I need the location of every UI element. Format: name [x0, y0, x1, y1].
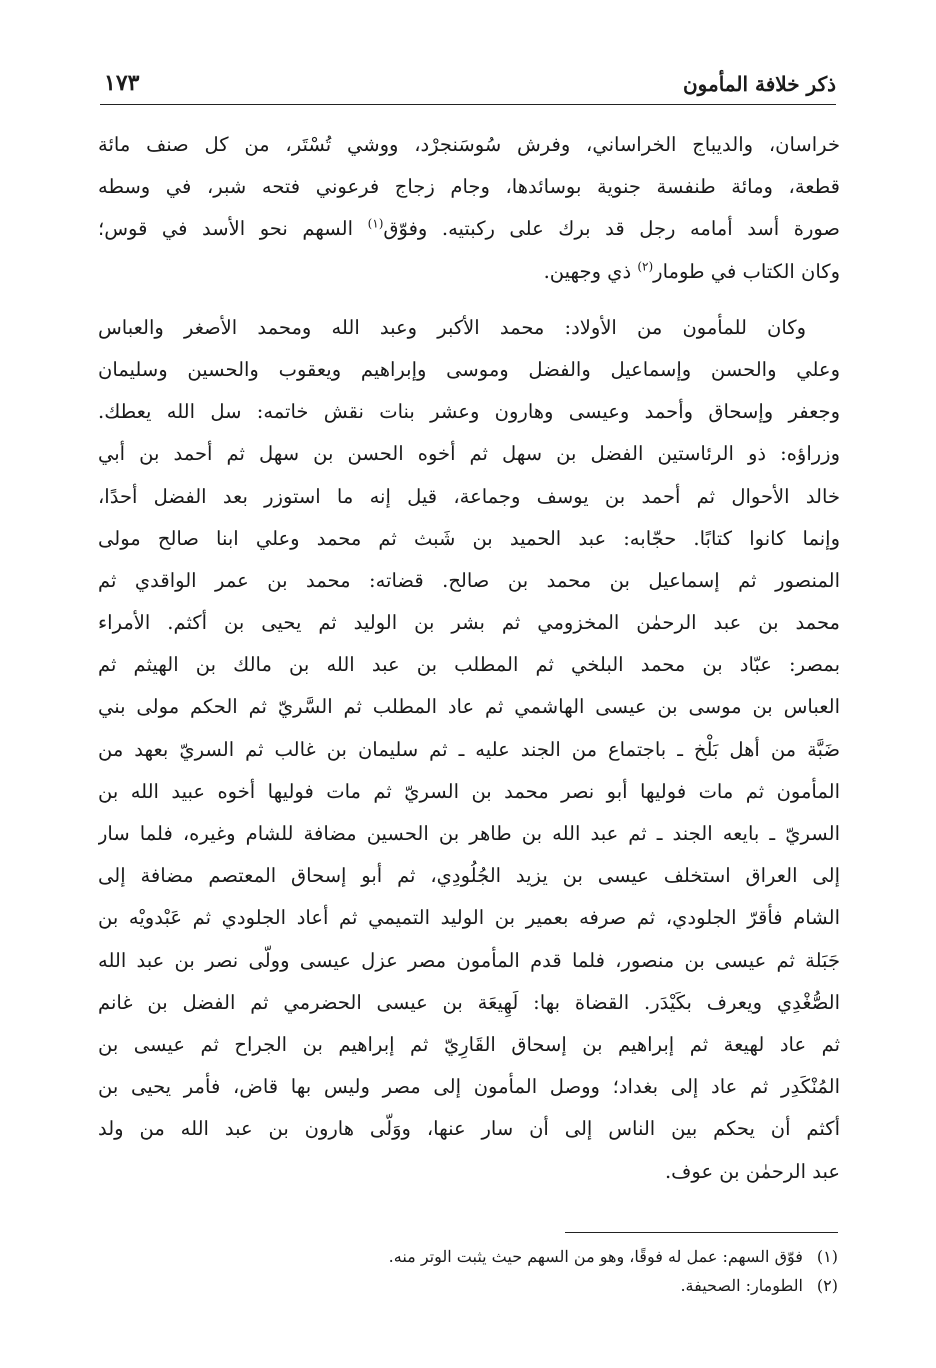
text-line: وعلي والحسن وإسماعيل والفضل وموسى وإبراهيم ويعقوب والحسين وسليمان — [98, 357, 840, 381]
text-line: الشام فأقرّ الجلودي، ثم صرفه بعمير بن الوليد التميمي ثم أعاد الجلودي ثم عَبْدويْه بن — [98, 906, 840, 930]
text-line: وإنما كانوا كتابًا. حجّابه: عبد الحميد بن شَبث ثم محمد وعلي ابنا صالح مولى — [98, 526, 840, 550]
text-line: وزراؤه: ذو الرئاستين الفضل بن سهل ثم أخوه الحسن بن سهل ثم أحمد بن أبي — [98, 442, 840, 466]
text-line: أكثم أن يحكم بين الناس إلى أن سار عنها، ووَلّى هارون بن عبد الله من ولد — [98, 1117, 840, 1141]
text-line: عبد الرحمٰن بن عوف. — [664, 1159, 840, 1183]
text-line: إلى العراق استخلف عيسى بن يزيد الجُلُودِي، ثم أبو إسحاق المعتصم مضافة إلى — [98, 864, 840, 888]
footnote-number: (١) — [816, 1247, 838, 1266]
text-line: وجعفر وإسحاق وأحمد وعيسى وهارون وعشر بنات نقش خاتمه: سل الله يعطك. — [98, 400, 840, 424]
footnote-ref: (٢) — [637, 259, 654, 274]
footnote-number: (٢) — [816, 1276, 838, 1295]
text-line: خراسان، والديباج الخراساني، وفرش سُوسَنجرْد، ووشي تُسْتَر، من كل صنف مائة — [98, 133, 840, 156]
text-line: قطعة، ومائة طنفسة جنوية بوسائدها، وجام زجاج فرعوني فتحه شبر، في وسطه — [98, 175, 840, 199]
chapter-title: ذكر خلافة المأمون — [682, 72, 836, 96]
text-line: المأمون ثم مات فوليها أبو نصر محمد بن السريّ ثم مات فوليها أخوه عبيد الله بن — [98, 779, 840, 803]
footnote-text: الطومار: الصحيفة. — [680, 1276, 803, 1295]
main-text — [98, 124, 840, 1193]
page-number: ١٧٣ — [104, 70, 140, 96]
text-line: محمد بن عبد الرحمٰن المخزومي ثم بشر بن الوليد ثم يحيى بن أكثم. الأمراء — [98, 611, 840, 635]
text-line — [98, 208, 840, 250]
text-run: ذي وجهين. — [543, 259, 638, 283]
text-line: المنصور ثم إسماعيل بن محمد بن صالح. قضاته: محمد بن عمر الواقدي ثم — [98, 568, 840, 592]
text-line: ثم عاد لهيعة ثم إبراهيم بن إسحاق القَارِيّ ثم إبراهيم بن الجراح ثم عيسى بن — [98, 1032, 840, 1056]
footnote-ref: (١) — [367, 216, 384, 231]
text-line: العباس بن موسى بن عيسى الهاشمي ثم عاد المطلب ثم السَّريّ ثم الحكم مولى بني — [98, 695, 840, 719]
footnote-divider — [565, 1232, 838, 1233]
running-header — [100, 62, 836, 105]
footnote — [100, 1242, 838, 1271]
footnote — [100, 1271, 838, 1300]
footnotes — [100, 1242, 838, 1300]
text-run: وكان الكتاب في طومار — [653, 259, 840, 283]
text-run: صورة أسد أمامه رجل قد برك على ركبتيه. وفوّق — [383, 217, 840, 241]
text-line: المُنْكَدِر ثم عاد إلى بغداد؛ ووصل المأمون إلى مصر وليس بها قاض، فأمر يحيى بن — [98, 1075, 840, 1099]
text-line: بمصر: عبّاد بن محمد البلخي ثم المطلب بن عبد الله بن مالك بن الهيثم ثم — [98, 653, 840, 677]
text-line: السريّ ـ بايعه الجند ـ ثم عبد الله بن طاهر بن الحسين مضافة للشام وغيره، فلما سار — [98, 822, 840, 845]
text-line: الصُّغْدِي ويعرف بكَيْدَر. القضاة بها: لَهِيعَة بن عيسى الحضرمي ثم الفضل بن غانم — [98, 990, 840, 1014]
footnote-text: فوّق السهم: عمل له فوقًا، وهو من السهم حيث يثبت الوتر منه. — [388, 1247, 803, 1266]
text-line: وكان للمأمون من الأولاد: محمد الأكبر وعبد الله ومحمد الأصغر والعباس — [98, 315, 806, 339]
text-line: خالد الأحوال ثم أحمد بن يوسف وجماعة، قيل إنه ما استوزر بعد الفضل أحدًا، — [98, 484, 840, 508]
text-line: جَبَلة ثم عيسى بن منصور، فلما قدم المأمون مصر عزل عيسى وولّى نصر بن عبد الله — [98, 948, 840, 972]
text-run: السهم نحو الأسد في قوس؛ — [98, 217, 368, 241]
text-line: ضَبَّة من أهل بَلْخ ـ باجتماع من الجند عليه ـ ثم سليمان بن غالب ثم السريّ بعهد من — [98, 737, 840, 761]
text-line — [98, 251, 840, 293]
